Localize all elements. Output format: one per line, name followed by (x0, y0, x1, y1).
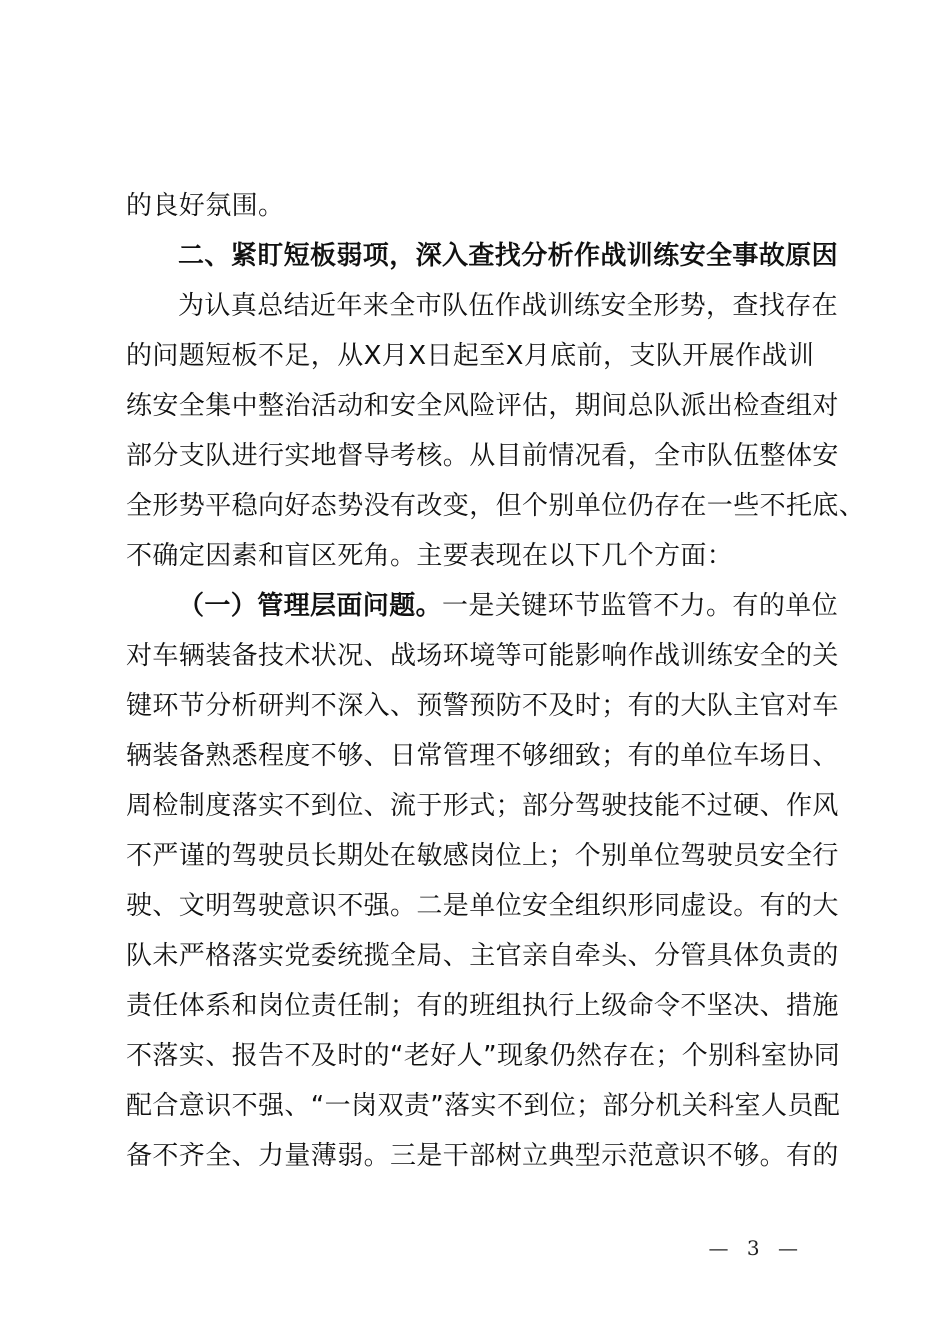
paragraph-line: 键环节分析研判不深入、预警预防不及时；有的大队主官对车 (126, 691, 839, 721)
paragraph-line: 辆装备熟悉程度不够、日常管理不够细致；有的单位车场日、 (126, 741, 839, 771)
subsection-text: 一是关键环节监管不力。有的单位 (442, 591, 839, 621)
paragraph-line: 不落实、报告不及时的“老好人”现象仍然存在；个别科室协同 (126, 1041, 841, 1071)
paragraph-line: 备不齐全、力量薄弱。三是干部树立典型示范意识不够。有的 (126, 1141, 839, 1171)
paragraph-line: 的问题短板不足，从X月X日起至X月底前，支队开展作战训 (126, 341, 815, 371)
subheading-bold: （一）管理层面问题。 (178, 591, 443, 621)
subsection-line (178, 586, 893, 626)
paragraph-line: 责任体系和岗位责任制；有的班组执行上级命令不坚决、措施 (126, 991, 839, 1021)
paragraph-line: 全形势平稳向好态势没有改变，但个别单位仍存在一些不托底、 (126, 491, 866, 521)
paragraph-line: 部分支队进行实地督导考核。从目前情况看，全市队伍整体安 (126, 441, 839, 471)
section-heading: 二、紧盯短板弱项，深入查找分析作战训练安全事故原因 (178, 241, 839, 271)
paragraph-line: 练安全集中整治活动和安全风险评估，期间总队派出检查组对 (126, 391, 839, 421)
paragraph-line: 的良好氛围。 (126, 191, 285, 221)
paragraph-line: 驶、文明驾驶意识不强。二是单位安全组织形同虚设。有的大 (126, 891, 839, 921)
paragraph-line: 周检制度落实不到位、流于形式；部分驾驶技能不过硬、作风 (126, 791, 839, 821)
paragraph-line: 配合意识不强、“一岗双责”落实不到位；部分机关科室人员配 (126, 1091, 841, 1121)
paragraph-line: 不确定因素和盲区死角。主要表现在以下几个方面： (126, 541, 734, 571)
paragraph-line: 不严谨的驾驶员长期处在敏感岗位上；个别单位驾驶员安全行 (126, 841, 839, 871)
paragraph-line: 对车辆装备技术状况、战场环境等可能影响作战训练安全的关 (126, 641, 839, 671)
page-number: — 3 — (708, 1236, 804, 1260)
paragraph-line: 为认真总结近年来全市队伍作战训练安全形势，查找存在 (178, 291, 839, 321)
paragraph-line: 队未严格落实党委统揽全局、主官亲自牵头、分管具体负责的 (126, 941, 839, 971)
